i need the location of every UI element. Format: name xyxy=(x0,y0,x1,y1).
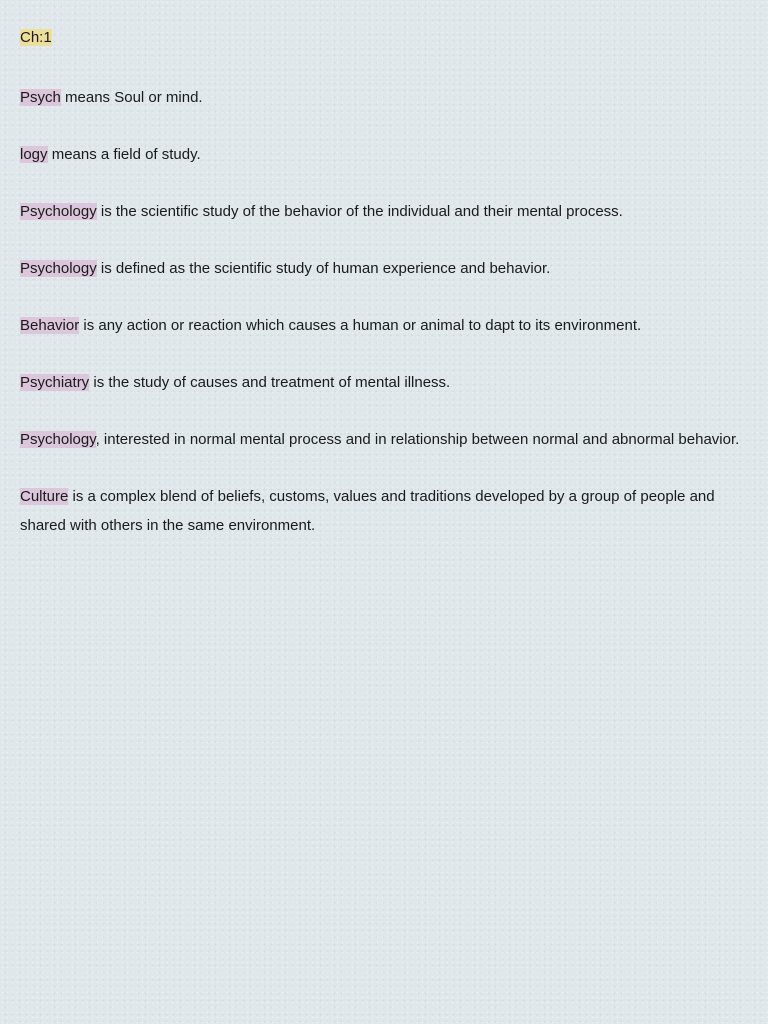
highlighted-term: Psychology xyxy=(20,260,97,277)
note-text: is defined as the scientific study of human experience and behavior. xyxy=(96,260,551,277)
note-text: means a field of study. xyxy=(47,146,201,163)
note-paragraph xyxy=(20,368,748,397)
note-paragraph xyxy=(20,311,748,340)
chapter-heading xyxy=(20,26,748,50)
highlighted-term: Behavior xyxy=(20,317,80,334)
chapter-heading-text: Ch:1 xyxy=(20,29,52,46)
highlighted-term: Psych xyxy=(20,89,61,106)
note-paragraph xyxy=(20,140,748,169)
note-text: is the study of causes and treatment of mental illness. xyxy=(89,374,451,391)
highlighted-term: Psychology xyxy=(20,203,97,220)
note-paragraph xyxy=(20,197,748,226)
note-text: is any action or reaction which causes a human or animal to dapt to its environment. xyxy=(79,317,642,334)
note-text: is a complex blend of beliefs, customs, values and traditions developed by a group of people and shared with others in the same environment. xyxy=(20,488,715,534)
highlighted-term: logy xyxy=(20,146,48,163)
note-text: means Soul or mind. xyxy=(60,89,203,106)
highlighted-term: Psychology xyxy=(20,431,96,448)
highlighted-term: Culture xyxy=(20,488,69,505)
note-text: , interested in normal mental process and in relationship between normal and abnormal behavior. xyxy=(95,431,740,448)
note-paragraph xyxy=(20,254,748,283)
note-paragraph xyxy=(20,425,748,454)
note-text: is the scientific study of the behavior of the individual and their mental process. xyxy=(96,203,623,220)
note-paragraph xyxy=(20,83,748,112)
note-paragraph xyxy=(20,482,748,540)
highlighted-term: Psychiatry xyxy=(20,374,90,391)
